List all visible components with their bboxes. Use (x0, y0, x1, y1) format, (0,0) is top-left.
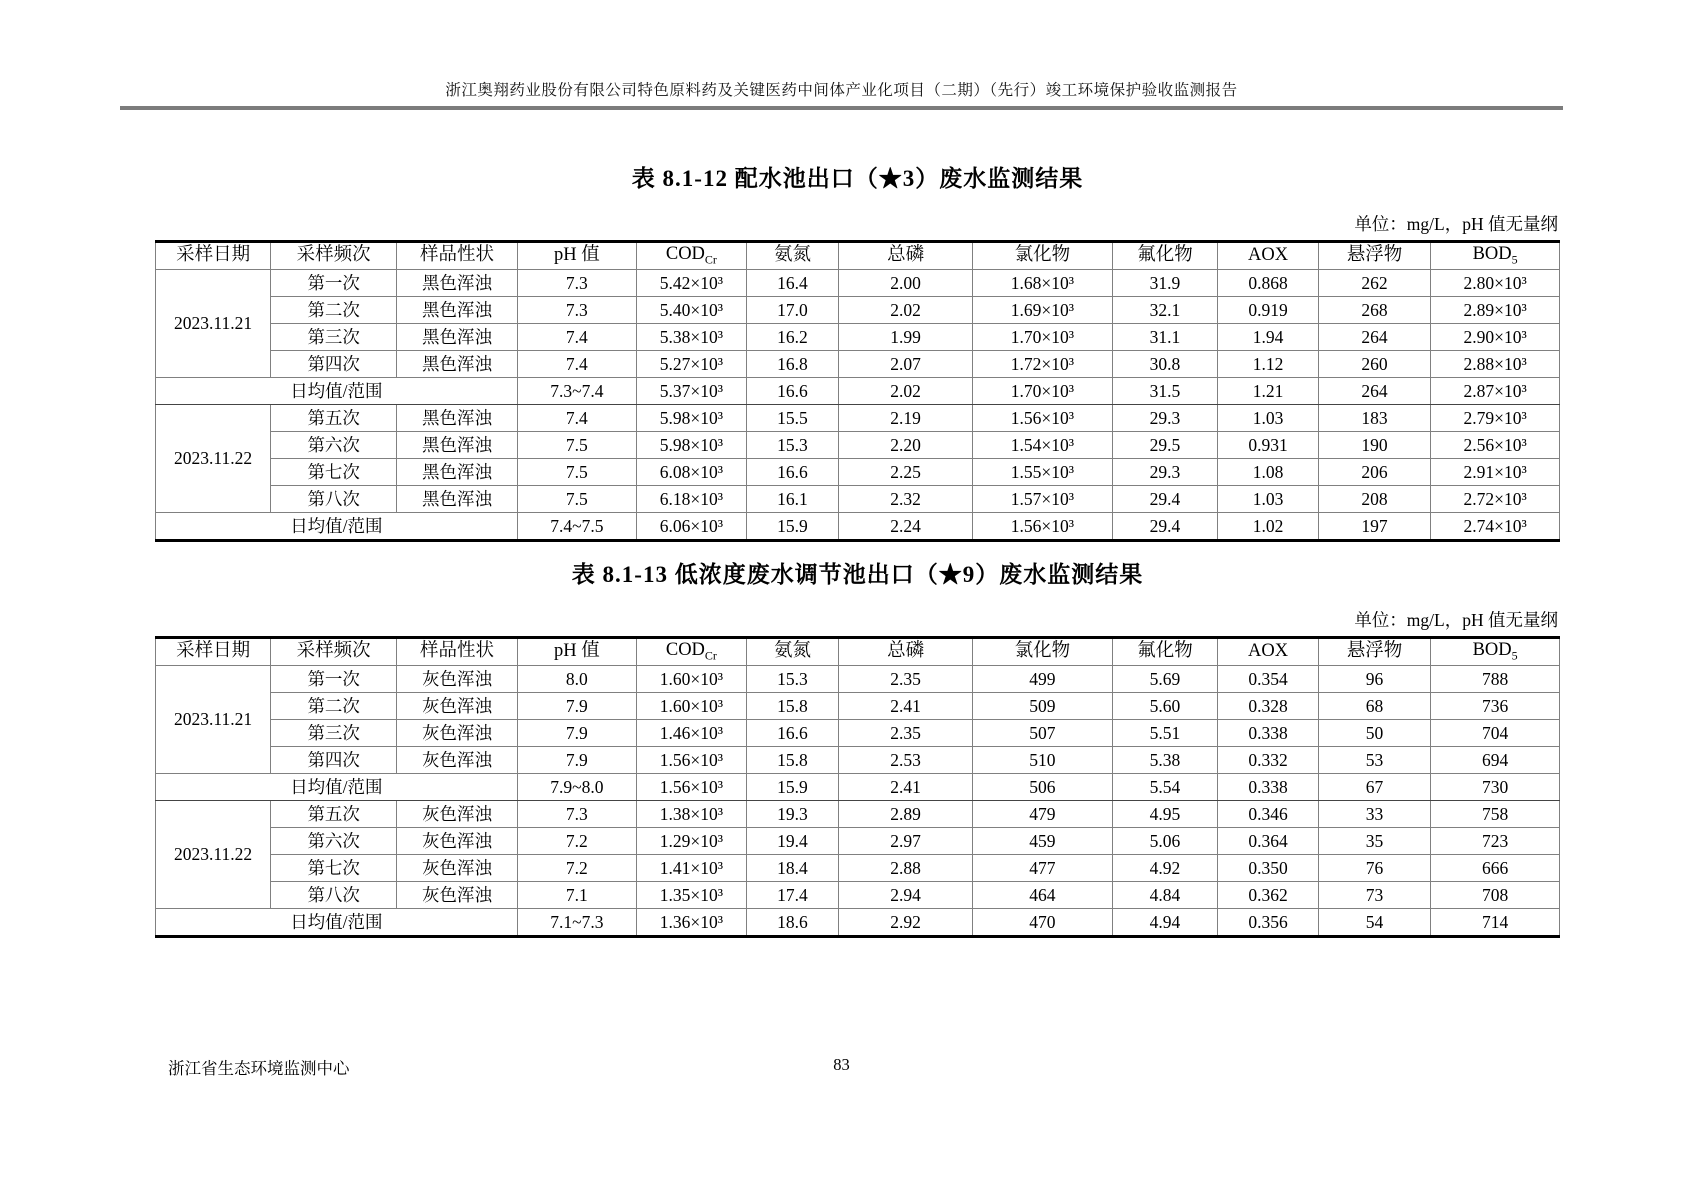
value-cell: 2.41 (839, 693, 973, 720)
value-cell: 7.2 (517, 828, 636, 855)
sample-row (156, 459, 1560, 486)
value-cell: 4.92 (1112, 855, 1218, 882)
value-cell: 708 (1431, 882, 1560, 909)
value-cell: 1.99 (839, 324, 973, 351)
column-header: 总磷 (839, 638, 973, 666)
header-divider (120, 106, 1563, 110)
value-cell: 1.69×10³ (973, 297, 1112, 324)
value-cell: 15.3 (746, 432, 838, 459)
value-cell: 1.29×10³ (636, 828, 746, 855)
table-2-title: 表 8.1-13 低浓度废水调节池出口（★9）废水监测结果 (571, 562, 1144, 587)
value-cell: 16.1 (746, 486, 838, 513)
column-header: 采样日期 (156, 242, 271, 270)
value-cell: 2.89×10³ (1431, 297, 1560, 324)
value-cell: 29.5 (1112, 432, 1218, 459)
sample-row (156, 747, 1560, 774)
table-section-1 (155, 160, 1560, 542)
average-value-cell: 2.92 (839, 909, 973, 937)
sample-row (156, 855, 1560, 882)
sample-appearance-cell: 黑色浑浊 (397, 324, 518, 351)
sample-appearance-cell: 灰色浑浊 (397, 693, 518, 720)
column-header: pH 值 (517, 242, 636, 270)
value-cell: 6.08×10³ (636, 459, 746, 486)
value-cell: 206 (1318, 459, 1431, 486)
value-cell: 0.868 (1218, 270, 1318, 297)
average-value-cell: 7.4~7.5 (517, 513, 636, 541)
value-cell: 7.3 (517, 297, 636, 324)
average-value-cell: 7.1~7.3 (517, 909, 636, 937)
column-header: 悬浮物 (1318, 638, 1431, 666)
daily-average-row (156, 378, 1560, 405)
average-value-cell: 16.6 (746, 378, 838, 405)
value-cell: 5.98×10³ (636, 432, 746, 459)
sample-frequency-cell: 第一次 (271, 270, 397, 297)
value-cell: 1.12 (1218, 351, 1318, 378)
column-header: AOX (1218, 242, 1318, 270)
value-cell: 7.3 (517, 801, 636, 828)
value-cell: 16.4 (746, 270, 838, 297)
value-cell: 17.4 (746, 882, 838, 909)
column-header: 氨氮 (746, 242, 838, 270)
value-cell: 260 (1318, 351, 1431, 378)
column-header: 样品性状 (397, 638, 518, 666)
sample-date-cell: 2023.11.22 (156, 801, 271, 909)
value-cell: 33 (1318, 801, 1431, 828)
sample-frequency-cell: 第六次 (271, 432, 397, 459)
sample-frequency-cell: 第四次 (271, 351, 397, 378)
value-cell: 264 (1318, 324, 1431, 351)
average-value-cell: 1.02 (1218, 513, 1318, 541)
value-cell: 2.19 (839, 405, 973, 432)
sample-row (156, 324, 1560, 351)
value-cell: 7.4 (517, 405, 636, 432)
sample-row (156, 666, 1560, 693)
value-cell: 7.5 (517, 486, 636, 513)
table-section-2 (155, 556, 1560, 938)
value-cell: 262 (1318, 270, 1431, 297)
monitoring-table-2 (155, 636, 1560, 938)
value-cell: 1.70×10³ (973, 324, 1112, 351)
sample-appearance-cell: 灰色浑浊 (397, 747, 518, 774)
value-cell: 5.38 (1112, 747, 1218, 774)
column-header: 采样频次 (271, 242, 397, 270)
value-cell: 8.0 (517, 666, 636, 693)
table-header-row (156, 638, 1560, 666)
average-value-cell: 15.9 (746, 513, 838, 541)
average-value-cell: 67 (1318, 774, 1431, 801)
average-value-cell: 197 (1318, 513, 1431, 541)
value-cell: 4.95 (1112, 801, 1218, 828)
value-cell: 0.354 (1218, 666, 1318, 693)
value-cell: 1.03 (1218, 405, 1318, 432)
value-cell: 2.90×10³ (1431, 324, 1560, 351)
value-cell: 477 (973, 855, 1112, 882)
value-cell: 499 (973, 666, 1112, 693)
value-cell: 788 (1431, 666, 1560, 693)
column-header: AOX (1218, 638, 1318, 666)
sample-row (156, 270, 1560, 297)
average-value-cell: 15.9 (746, 774, 838, 801)
column-header: 悬浮物 (1318, 242, 1431, 270)
value-cell: 2.00 (839, 270, 973, 297)
sample-appearance-cell: 黑色浑浊 (397, 405, 518, 432)
value-cell: 479 (973, 801, 1112, 828)
value-cell: 6.18×10³ (636, 486, 746, 513)
value-cell: 1.35×10³ (636, 882, 746, 909)
value-cell: 0.338 (1218, 720, 1318, 747)
column-header: $COD_{Cr}$ (636, 638, 746, 666)
value-cell: 7.3 (517, 270, 636, 297)
value-cell: 5.51 (1112, 720, 1218, 747)
sample-frequency-cell: 第六次 (271, 828, 397, 855)
column-header: 样品性状 (397, 242, 518, 270)
average-value-cell: 1.56×10³ (636, 774, 746, 801)
column-header: 氟化物 (1112, 638, 1218, 666)
value-cell: 510 (973, 747, 1112, 774)
value-cell: 666 (1431, 855, 1560, 882)
average-value-cell: 31.5 (1112, 378, 1218, 405)
value-cell: 17.0 (746, 297, 838, 324)
sample-row (156, 801, 1560, 828)
average-value-cell: 54 (1318, 909, 1431, 937)
value-cell: 31.9 (1112, 270, 1218, 297)
average-value-cell: 6.06×10³ (636, 513, 746, 541)
value-cell: 2.91×10³ (1431, 459, 1560, 486)
value-cell: 723 (1431, 828, 1560, 855)
sample-appearance-cell: 灰色浑浊 (397, 855, 518, 882)
value-cell: 2.88 (839, 855, 973, 882)
value-cell: 7.9 (517, 693, 636, 720)
value-cell: 1.60×10³ (636, 693, 746, 720)
section-gap (155, 542, 1560, 548)
sample-date-cell: 2023.11.21 (156, 270, 271, 378)
sample-frequency-cell: 第二次 (271, 297, 397, 324)
value-cell: 1.54×10³ (973, 432, 1112, 459)
average-value-cell: 2.24 (839, 513, 973, 541)
value-cell: 2.79×10³ (1431, 405, 1560, 432)
value-cell: 190 (1318, 432, 1431, 459)
value-cell: 2.02 (839, 297, 973, 324)
average-value-cell: 5.54 (1112, 774, 1218, 801)
value-cell: 15.5 (746, 405, 838, 432)
value-cell: 5.40×10³ (636, 297, 746, 324)
value-cell: 1.03 (1218, 486, 1318, 513)
value-cell: 7.9 (517, 720, 636, 747)
value-cell: 4.84 (1112, 882, 1218, 909)
sample-row (156, 432, 1560, 459)
column-header: $BOD_5$ (1431, 638, 1560, 666)
value-cell: 0.919 (1218, 297, 1318, 324)
value-cell: 704 (1431, 720, 1560, 747)
value-cell: 0.350 (1218, 855, 1318, 882)
value-cell: 758 (1431, 801, 1560, 828)
value-cell: 2.32 (839, 486, 973, 513)
value-cell: 509 (973, 693, 1112, 720)
value-cell: 15.8 (746, 747, 838, 774)
table-1-unit-note: 单位：mg/L，pH 值无量纲 (1354, 214, 1558, 234)
value-cell: 1.57×10³ (973, 486, 1112, 513)
sample-appearance-cell: 灰色浑浊 (397, 720, 518, 747)
value-cell: 2.25 (839, 459, 973, 486)
value-cell: 29.3 (1112, 405, 1218, 432)
daily-average-row (156, 774, 1560, 801)
sample-appearance-cell: 灰色浑浊 (397, 828, 518, 855)
value-cell: 1.56×10³ (636, 747, 746, 774)
daily-average-label: 日均值/范围 (156, 774, 518, 801)
value-cell: 2.53 (839, 747, 973, 774)
value-cell: 0.346 (1218, 801, 1318, 828)
value-cell: 29.4 (1112, 486, 1218, 513)
sample-row (156, 828, 1560, 855)
sample-row (156, 351, 1560, 378)
value-cell: 16.8 (746, 351, 838, 378)
value-cell: 0.931 (1218, 432, 1318, 459)
average-value-cell: 1.21 (1218, 378, 1318, 405)
value-cell: 1.55×10³ (973, 459, 1112, 486)
average-value-cell: 2.74×10³ (1431, 513, 1560, 541)
value-cell: 31.1 (1112, 324, 1218, 351)
sample-appearance-cell: 灰色浑浊 (397, 882, 518, 909)
sample-frequency-cell: 第二次 (271, 693, 397, 720)
average-value-cell: 2.87×10³ (1431, 378, 1560, 405)
sample-frequency-cell: 第八次 (271, 882, 397, 909)
value-cell: 208 (1318, 486, 1431, 513)
value-cell: 0.328 (1218, 693, 1318, 720)
value-cell: 7.9 (517, 747, 636, 774)
value-cell: 96 (1318, 666, 1431, 693)
value-cell: 1.72×10³ (973, 351, 1112, 378)
value-cell: 5.06 (1112, 828, 1218, 855)
sample-frequency-cell: 第七次 (271, 855, 397, 882)
sample-frequency-cell: 第四次 (271, 747, 397, 774)
average-value-cell: 264 (1318, 378, 1431, 405)
value-cell: 1.41×10³ (636, 855, 746, 882)
average-value-cell: 2.41 (839, 774, 973, 801)
value-cell: 459 (973, 828, 1112, 855)
page-header (120, 78, 1563, 110)
value-cell: 2.35 (839, 720, 973, 747)
value-cell: 1.38×10³ (636, 801, 746, 828)
sample-date-cell: 2023.11.22 (156, 405, 271, 513)
footer-organization: 浙江省生态环境监测中心 (168, 1059, 350, 1078)
sample-frequency-cell: 第五次 (271, 801, 397, 828)
value-cell: 1.60×10³ (636, 666, 746, 693)
average-value-cell: 714 (1431, 909, 1560, 937)
sample-frequency-cell: 第三次 (271, 720, 397, 747)
value-cell: 7.2 (517, 855, 636, 882)
average-value-cell: 7.3~7.4 (517, 378, 636, 405)
value-cell: 35 (1318, 828, 1431, 855)
average-value-cell: 730 (1431, 774, 1560, 801)
value-cell: 2.94 (839, 882, 973, 909)
average-value-cell: 18.6 (746, 909, 838, 937)
sample-frequency-cell: 第一次 (271, 666, 397, 693)
average-value-cell: 506 (973, 774, 1112, 801)
value-cell: 53 (1318, 747, 1431, 774)
sample-appearance-cell: 黑色浑浊 (397, 432, 518, 459)
value-cell: 19.4 (746, 828, 838, 855)
average-value-cell: 1.56×10³ (973, 513, 1112, 541)
sample-appearance-cell: 黑色浑浊 (397, 459, 518, 486)
value-cell: 268 (1318, 297, 1431, 324)
daily-average-label: 日均值/范围 (156, 513, 518, 541)
value-cell: 1.68×10³ (973, 270, 1112, 297)
page-content (155, 160, 1560, 938)
value-cell: 2.72×10³ (1431, 486, 1560, 513)
table-2-unit-note: 单位：mg/L，pH 值无量纲 (1354, 610, 1558, 630)
value-cell: 2.35 (839, 666, 973, 693)
sample-frequency-cell: 第八次 (271, 486, 397, 513)
average-value-cell: 0.338 (1218, 774, 1318, 801)
value-cell: 1.94 (1218, 324, 1318, 351)
daily-average-label: 日均值/范围 (156, 909, 518, 937)
value-cell: 5.27×10³ (636, 351, 746, 378)
value-cell: 2.07 (839, 351, 973, 378)
average-value-cell: 7.9~8.0 (517, 774, 636, 801)
value-cell: 5.98×10³ (636, 405, 746, 432)
value-cell: 2.88×10³ (1431, 351, 1560, 378)
value-cell: 18.4 (746, 855, 838, 882)
sample-row (156, 882, 1560, 909)
value-cell: 16.6 (746, 720, 838, 747)
sample-row (156, 693, 1560, 720)
page-header-title: 浙江奥翔药业股份有限公司特色原料药及关键医药中间体产业化项目（二期）（先行）竣工环境保护验收监测报告 (445, 82, 1238, 99)
page-number: 83 (833, 1055, 850, 1074)
table-1-title: 表 8.1-12 配水池出口（★3）废水监测结果 (631, 166, 1084, 191)
sample-appearance-cell: 黑色浑浊 (397, 351, 518, 378)
value-cell: 183 (1318, 405, 1431, 432)
column-header: 氯化物 (973, 638, 1112, 666)
value-cell: 7.1 (517, 882, 636, 909)
daily-average-label: 日均值/范围 (156, 378, 518, 405)
value-cell: 5.38×10³ (636, 324, 746, 351)
value-cell: 32.1 (1112, 297, 1218, 324)
value-cell: 0.364 (1218, 828, 1318, 855)
column-header: $BOD_5$ (1431, 242, 1560, 270)
value-cell: 73 (1318, 882, 1431, 909)
value-cell: 1.08 (1218, 459, 1318, 486)
monitoring-table-1 (155, 240, 1560, 542)
sample-frequency-cell: 第七次 (271, 459, 397, 486)
value-cell: 7.4 (517, 324, 636, 351)
table-header-row (156, 242, 1560, 270)
value-cell: 2.20 (839, 432, 973, 459)
value-cell: 68 (1318, 693, 1431, 720)
average-value-cell: 29.4 (1112, 513, 1218, 541)
value-cell: 736 (1431, 693, 1560, 720)
value-cell: 5.60 (1112, 693, 1218, 720)
value-cell: 19.3 (746, 801, 838, 828)
average-value-cell: 470 (973, 909, 1112, 937)
value-cell: 2.97 (839, 828, 973, 855)
value-cell: 464 (973, 882, 1112, 909)
value-cell: 2.56×10³ (1431, 432, 1560, 459)
average-value-cell: 0.356 (1218, 909, 1318, 937)
value-cell: 7.5 (517, 459, 636, 486)
value-cell: 7.5 (517, 432, 636, 459)
column-header: 采样频次 (271, 638, 397, 666)
sample-date-cell: 2023.11.21 (156, 666, 271, 774)
sample-frequency-cell: 第三次 (271, 324, 397, 351)
average-value-cell: 1.36×10³ (636, 909, 746, 937)
sample-row (156, 405, 1560, 432)
value-cell: 0.362 (1218, 882, 1318, 909)
value-cell: 16.6 (746, 459, 838, 486)
column-header: 总磷 (839, 242, 973, 270)
column-header: pH 值 (517, 638, 636, 666)
column-header: 采样日期 (156, 638, 271, 666)
column-header: 氟化物 (1112, 242, 1218, 270)
value-cell: 50 (1318, 720, 1431, 747)
value-cell: 1.56×10³ (973, 405, 1112, 432)
value-cell: 16.2 (746, 324, 838, 351)
sample-row (156, 297, 1560, 324)
average-value-cell: 4.94 (1112, 909, 1218, 937)
value-cell: 15.8 (746, 693, 838, 720)
column-header: 氯化物 (973, 242, 1112, 270)
value-cell: 5.42×10³ (636, 270, 746, 297)
value-cell: 29.3 (1112, 459, 1218, 486)
average-value-cell: 1.70×10³ (973, 378, 1112, 405)
column-header: 氨氮 (746, 638, 838, 666)
value-cell: 0.332 (1218, 747, 1318, 774)
value-cell: 507 (973, 720, 1112, 747)
sample-row (156, 486, 1560, 513)
value-cell: 30.8 (1112, 351, 1218, 378)
value-cell: 7.4 (517, 351, 636, 378)
value-cell: 76 (1318, 855, 1431, 882)
average-value-cell: 5.37×10³ (636, 378, 746, 405)
column-header: $COD_{Cr}$ (636, 242, 746, 270)
daily-average-row (156, 513, 1560, 541)
value-cell: 694 (1431, 747, 1560, 774)
value-cell: 15.3 (746, 666, 838, 693)
sample-frequency-cell: 第五次 (271, 405, 397, 432)
sample-appearance-cell: 黑色浑浊 (397, 270, 518, 297)
value-cell: 1.46×10³ (636, 720, 746, 747)
sample-appearance-cell: 灰色浑浊 (397, 801, 518, 828)
sample-row (156, 720, 1560, 747)
value-cell: 5.69 (1112, 666, 1218, 693)
sample-appearance-cell: 黑色浑浊 (397, 486, 518, 513)
sample-appearance-cell: 灰色浑浊 (397, 666, 518, 693)
value-cell: 2.89 (839, 801, 973, 828)
value-cell: 2.80×10³ (1431, 270, 1560, 297)
daily-average-row (156, 909, 1560, 937)
sample-appearance-cell: 黑色浑浊 (397, 297, 518, 324)
average-value-cell: 2.02 (839, 378, 973, 405)
